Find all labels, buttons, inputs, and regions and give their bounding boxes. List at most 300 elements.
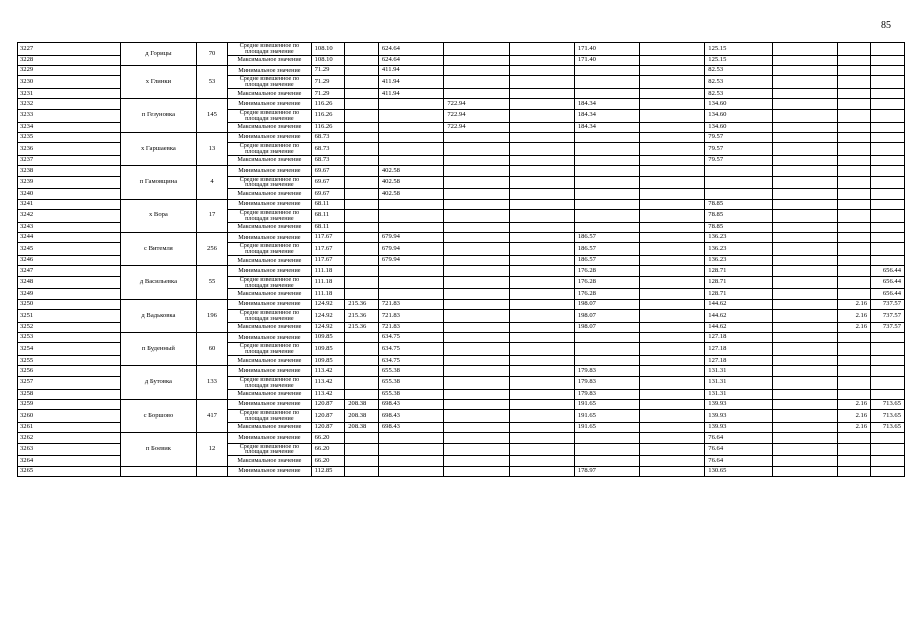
value-type-label: Максимальное значение [237, 256, 302, 264]
value-type-label: Минимальное значение [238, 266, 301, 274]
value-cell [378, 99, 444, 109]
row-id: 3240 [18, 189, 121, 199]
value-cell [574, 456, 640, 466]
value-type-label: Минимальное значение [238, 300, 301, 308]
row-id: 3264 [18, 456, 121, 466]
value-cell: 2.16 [837, 410, 870, 423]
value-cell [378, 132, 444, 142]
value-cell [345, 176, 379, 189]
value-type-label: Средне взвешенное по площади значение [239, 42, 300, 55]
value-cell: 125.15 [705, 43, 772, 56]
value-cell: 139.93 [705, 399, 772, 409]
table-row [18, 132, 905, 142]
value-cell: 128.71 [705, 289, 772, 299]
value-cell [509, 76, 574, 89]
population [196, 466, 227, 476]
settlement-name [121, 466, 197, 476]
value-cell: 171.40 [574, 55, 640, 65]
value-cell [772, 443, 837, 456]
value-cell: 120.87 [311, 399, 345, 409]
value-cell: 208.38 [345, 422, 379, 432]
row-id: 3259 [18, 399, 121, 409]
value-cell: 113.42 [311, 366, 345, 376]
value-cell: 128.71 [705, 266, 772, 276]
value-cell [705, 166, 772, 176]
value-cell: 76.64 [705, 456, 772, 466]
value-type-label: Минимальное значение [238, 133, 301, 141]
value-cell: 698.43 [378, 422, 444, 432]
value-cell [509, 443, 574, 456]
value-cell [837, 456, 870, 466]
value-cell: 198.07 [574, 322, 640, 332]
value-cell [837, 243, 870, 256]
value-cell: 79.57 [705, 155, 772, 165]
table-row [18, 466, 905, 476]
value-type-label: Минимальное значение [238, 400, 301, 408]
value-cell [772, 410, 837, 423]
value-cell: 634.75 [378, 356, 444, 366]
value-cell: 124.92 [311, 322, 345, 332]
value-cell: 176.28 [574, 276, 640, 289]
value-cell [871, 189, 905, 199]
value-cell: 722.94 [444, 122, 510, 132]
value-cell [444, 366, 510, 376]
value-cell: 179.83 [574, 389, 640, 399]
value-cell: 130.65 [705, 466, 772, 476]
value-cell [378, 433, 444, 443]
table-row [18, 433, 905, 443]
value-cell: 2.16 [837, 299, 870, 309]
value-cell [345, 66, 379, 76]
row-id: 3228 [18, 55, 121, 65]
value-cell [837, 43, 870, 56]
value-cell [509, 466, 574, 476]
value-cell: 117.67 [311, 232, 345, 242]
row-id: 3247 [18, 266, 121, 276]
value-cell [871, 433, 905, 443]
value-cell [705, 189, 772, 199]
value-cell [345, 356, 379, 366]
value-cell [444, 66, 510, 76]
value-cell [640, 456, 705, 466]
value-cell [871, 376, 905, 389]
value-cell [509, 299, 574, 309]
value-cell [772, 189, 837, 199]
value-type [228, 109, 311, 122]
value-cell [345, 132, 379, 142]
value-cell [640, 232, 705, 242]
value-cell: 69.67 [311, 176, 345, 189]
value-type-label: Максимальное значение [237, 423, 302, 431]
value-cell [509, 176, 574, 189]
value-cell [837, 289, 870, 299]
value-cell [509, 66, 574, 76]
row-id: 3235 [18, 132, 121, 142]
value-cell [871, 366, 905, 376]
value-type-label: Максимальное значение [237, 456, 302, 464]
row-id: 3230 [18, 76, 121, 89]
value-cell [444, 310, 510, 323]
value-cell [772, 343, 837, 356]
value-cell [574, 166, 640, 176]
value-cell [772, 289, 837, 299]
value-cell [640, 199, 705, 209]
value-cell [509, 376, 574, 389]
value-type [228, 189, 311, 199]
value-cell: 68.11 [311, 222, 345, 232]
value-cell: 186.57 [574, 256, 640, 266]
value-cell [640, 356, 705, 366]
value-type-label: Максимальное значение [237, 390, 302, 398]
value-cell: 634.75 [378, 343, 444, 356]
value-cell [444, 322, 510, 332]
value-cell [509, 289, 574, 299]
value-cell: 79.57 [705, 143, 772, 156]
value-cell: 117.67 [311, 243, 345, 256]
value-type-label: Средне взвешенное по площади значение [239, 209, 300, 222]
value-cell: 2.16 [837, 310, 870, 323]
value-cell: 721.83 [378, 322, 444, 332]
table-row [18, 266, 905, 276]
value-cell [574, 189, 640, 199]
population: 13 [196, 132, 227, 165]
value-cell [837, 343, 870, 356]
value-cell: 178.97 [574, 466, 640, 476]
value-cell [509, 155, 574, 165]
value-cell [640, 189, 705, 199]
value-cell [444, 276, 510, 289]
table-row [18, 232, 905, 242]
value-cell: 144.62 [705, 322, 772, 332]
value-cell: 113.42 [311, 376, 345, 389]
value-cell [640, 310, 705, 323]
value-cell [509, 343, 574, 356]
value-cell [837, 389, 870, 399]
value-cell [509, 410, 574, 423]
value-cell [871, 466, 905, 476]
value-cell: 176.28 [574, 289, 640, 299]
value-cell [509, 366, 574, 376]
value-cell [772, 232, 837, 242]
value-type [228, 466, 311, 476]
value-cell [444, 55, 510, 65]
value-cell [509, 333, 574, 343]
row-id: 3239 [18, 176, 121, 189]
table-row [18, 66, 905, 76]
value-cell [837, 176, 870, 189]
value-cell: 108.10 [311, 43, 345, 56]
value-cell [640, 322, 705, 332]
value-cell [772, 76, 837, 89]
row-id: 3258 [18, 389, 121, 399]
row-id: 3244 [18, 232, 121, 242]
value-cell [444, 422, 510, 432]
value-cell [509, 89, 574, 99]
value-type [228, 276, 311, 289]
value-cell [640, 410, 705, 423]
value-cell [640, 466, 705, 476]
value-cell: 127.18 [705, 343, 772, 356]
value-type [228, 232, 311, 242]
value-type-label: Минимальное значение [238, 100, 301, 107]
settlement-name: д Горицы [121, 43, 197, 66]
value-cell: 191.65 [574, 399, 640, 409]
value-cell: 191.65 [574, 410, 640, 423]
value-cell: 737.57 [871, 322, 905, 332]
value-cell: 698.43 [378, 399, 444, 409]
value-cell [772, 366, 837, 376]
value-cell [345, 433, 379, 443]
value-cell [444, 389, 510, 399]
value-type [228, 399, 311, 409]
value-cell [345, 333, 379, 343]
value-cell [509, 433, 574, 443]
value-cell [509, 109, 574, 122]
row-id: 3256 [18, 366, 121, 376]
value-cell: 634.75 [378, 333, 444, 343]
value-cell: 66.20 [311, 456, 345, 466]
value-cell: 108.10 [311, 55, 345, 65]
value-cell: 179.83 [574, 376, 640, 389]
value-cell: 656.44 [871, 266, 905, 276]
value-cell [345, 55, 379, 65]
value-cell [837, 122, 870, 132]
value-cell [772, 322, 837, 332]
value-cell [640, 276, 705, 289]
value-cell: 186.57 [574, 232, 640, 242]
value-cell [345, 266, 379, 276]
settlement-name: п Боевик [121, 433, 197, 466]
population: 133 [196, 366, 227, 399]
value-cell [345, 109, 379, 122]
value-cell: 215.36 [345, 299, 379, 309]
value-cell [871, 66, 905, 76]
value-cell [345, 99, 379, 109]
row-id: 3236 [18, 143, 121, 156]
value-cell [378, 122, 444, 132]
value-cell [837, 55, 870, 65]
value-cell: 144.62 [705, 310, 772, 323]
value-cell [871, 166, 905, 176]
value-cell [772, 243, 837, 256]
value-cell [345, 389, 379, 399]
value-cell [378, 109, 444, 122]
value-cell [509, 310, 574, 323]
value-type [228, 266, 311, 276]
population: 4 [196, 166, 227, 199]
value-cell [509, 43, 574, 56]
value-cell: 82.53 [705, 76, 772, 89]
value-cell [345, 143, 379, 156]
value-cell [378, 443, 444, 456]
value-cell [837, 76, 870, 89]
value-cell: 679.94 [378, 232, 444, 242]
value-cell [871, 389, 905, 399]
value-cell [772, 310, 837, 323]
value-cell: 136.23 [705, 243, 772, 256]
value-cell [378, 222, 444, 232]
value-type [228, 356, 311, 366]
value-type [228, 55, 311, 65]
value-cell [509, 456, 574, 466]
value-cell: 82.53 [705, 66, 772, 76]
value-cell [378, 289, 444, 299]
value-cell [837, 356, 870, 366]
value-type [228, 389, 311, 399]
value-cell [772, 132, 837, 142]
value-cell [640, 132, 705, 142]
value-cell [574, 343, 640, 356]
value-cell [640, 43, 705, 56]
value-cell [640, 89, 705, 99]
value-cell [574, 333, 640, 343]
value-type-label: Средне взвешенное по площади значение [239, 242, 300, 256]
row-id: 3234 [18, 122, 121, 132]
value-cell: 69.67 [311, 189, 345, 199]
value-cell: 184.34 [574, 109, 640, 122]
value-type [228, 222, 311, 232]
row-id: 3253 [18, 333, 121, 343]
value-cell [640, 433, 705, 443]
value-cell [772, 256, 837, 266]
value-type-label: Средне взвешенное по площади значение [239, 309, 300, 322]
value-cell: 71.29 [311, 76, 345, 89]
value-cell [574, 76, 640, 89]
value-type-label: Максимальное значение [237, 56, 302, 64]
row-id: 3262 [18, 433, 121, 443]
value-type [228, 89, 311, 99]
value-cell [444, 232, 510, 242]
value-cell [444, 343, 510, 356]
value-cell: 68.73 [311, 155, 345, 165]
value-type-label: Максимальное значение [237, 289, 302, 297]
value-cell: 111.18 [311, 289, 345, 299]
value-cell [378, 266, 444, 276]
value-cell: 113.42 [311, 389, 345, 399]
value-cell [837, 99, 870, 109]
value-cell [444, 466, 510, 476]
value-cell: 109.85 [311, 356, 345, 366]
value-cell [837, 266, 870, 276]
value-cell [345, 209, 379, 222]
population: 53 [196, 66, 227, 99]
value-cell [574, 199, 640, 209]
value-cell: 128.71 [705, 276, 772, 289]
row-id: 3237 [18, 155, 121, 165]
value-cell [345, 122, 379, 132]
value-cell: 721.83 [378, 299, 444, 309]
value-type [228, 99, 311, 109]
value-cell [444, 456, 510, 466]
population: 145 [196, 99, 227, 132]
value-type-label: Средне взвешенное по площади значение [239, 142, 300, 156]
value-cell: 655.38 [378, 389, 444, 399]
value-cell [640, 376, 705, 389]
value-cell [772, 333, 837, 343]
row-id: 3248 [18, 276, 121, 289]
settlement-name: п Гамовщина [121, 166, 197, 199]
page-number: 85 [881, 20, 891, 31]
value-cell: 215.36 [345, 322, 379, 332]
value-cell: 136.23 [705, 232, 772, 242]
value-cell: 127.18 [705, 356, 772, 366]
value-cell [871, 89, 905, 99]
value-cell [871, 55, 905, 65]
value-cell [640, 289, 705, 299]
value-cell [345, 166, 379, 176]
value-cell [640, 266, 705, 276]
value-cell: 109.85 [311, 343, 345, 356]
value-type [228, 333, 311, 343]
value-type [228, 166, 311, 176]
value-cell [509, 266, 574, 276]
value-cell [837, 333, 870, 343]
value-cell: 117.67 [311, 256, 345, 266]
value-cell [574, 356, 640, 366]
value-cell: 722.94 [444, 99, 510, 109]
value-cell [345, 243, 379, 256]
value-cell [871, 176, 905, 189]
value-type-label: Максимальное значение [237, 323, 302, 331]
table-body [18, 43, 905, 477]
value-cell [772, 199, 837, 209]
settlement-name: х Вора [121, 199, 197, 232]
value-cell [345, 289, 379, 299]
row-id: 3245 [18, 243, 121, 256]
value-cell: 131.31 [705, 389, 772, 399]
value-type [228, 122, 311, 132]
value-cell [837, 466, 870, 476]
value-cell: 713.65 [871, 399, 905, 409]
value-cell [574, 209, 640, 222]
settlement-name: с Боршово [121, 399, 197, 432]
value-cell [837, 66, 870, 76]
table-row [18, 199, 905, 209]
value-cell [345, 276, 379, 289]
row-id: 3243 [18, 222, 121, 232]
value-cell [444, 443, 510, 456]
value-cell: 79.57 [705, 132, 772, 142]
table-row [18, 399, 905, 409]
table-row [18, 366, 905, 376]
value-type [228, 256, 311, 266]
value-cell [837, 376, 870, 389]
value-type [228, 132, 311, 142]
value-cell [772, 89, 837, 99]
value-cell [640, 55, 705, 65]
value-cell [345, 222, 379, 232]
value-cell [509, 232, 574, 242]
value-cell [837, 155, 870, 165]
value-cell: 111.18 [311, 276, 345, 289]
value-cell [574, 143, 640, 156]
value-cell [772, 99, 837, 109]
value-cell [772, 43, 837, 56]
value-type-label: Минимальное значение [238, 367, 301, 374]
value-cell [509, 322, 574, 332]
value-cell [378, 199, 444, 209]
value-cell [444, 256, 510, 266]
row-id: 3251 [18, 310, 121, 323]
settlement-name: п Буденный [121, 333, 197, 366]
value-cell [345, 189, 379, 199]
value-cell [345, 256, 379, 266]
value-cell [640, 366, 705, 376]
value-type [228, 456, 311, 466]
value-cell [345, 89, 379, 99]
value-cell [837, 209, 870, 222]
value-cell: 76.64 [705, 443, 772, 456]
